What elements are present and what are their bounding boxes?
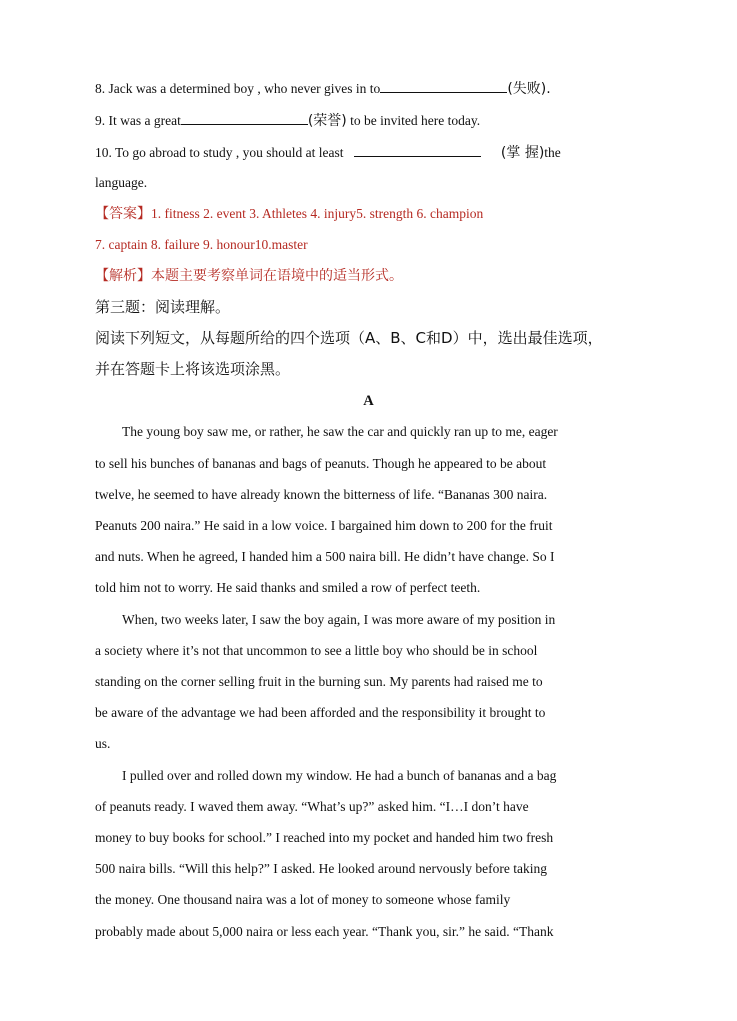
analysis-label: 【解析】 xyxy=(95,268,151,284)
question-8-text: 8. Jack was a determined boy , who never gives in to xyxy=(95,81,381,96)
passage-line: 500 naira bills. “Will this help?” I asked. He looked around nervously before taking xyxy=(95,861,547,876)
passage-line: When, two weeks later, I saw the boy again, I was more aware of my position in xyxy=(122,612,556,627)
passage-line: probably made about 5,000 naira or less each year. “Thank you, sir.” he said. “Thank xyxy=(95,924,554,939)
question-9-text: 9. It was a great xyxy=(95,113,181,128)
answer-text-1: 1. fitness 2. event 3. Athletes 4. injury5. strength 6. champion xyxy=(151,206,484,221)
question-9-blank[interactable] xyxy=(181,111,308,125)
passage-line: to sell his bunches of bananas and bags of peanuts. Though he appeared to be about xyxy=(95,456,547,471)
question-10 xyxy=(95,143,561,162)
analysis-text: 本题主要考察单词在语境中的适当形式。 xyxy=(151,268,403,284)
question-10-text: 10. To go abroad to study , you should at least xyxy=(95,145,344,160)
passage-line: The young boy saw me, or rather, he saw the car and quickly ran up to me, eager xyxy=(122,424,558,439)
question-9-hint: (荣誉) xyxy=(307,113,347,129)
question-10-blank[interactable] xyxy=(354,143,481,157)
passage-line: I pulled over and rolled down my window. He had a bunch of bananas and a bag xyxy=(122,768,557,783)
question-10-tail: the xyxy=(544,145,561,160)
answer-line-2: 7. captain 8. failure 9. honour10.master xyxy=(95,237,308,252)
question-9-tail: to be invited here today. xyxy=(346,113,481,128)
passage-line: us. xyxy=(95,736,111,751)
question-10-hint: (掌 握) xyxy=(500,145,545,161)
section-3-instruction-1: 阅读下列短文，从每题所给的四个选项（A、B、C和D）中，选出最佳选项， xyxy=(95,329,603,347)
question-9 xyxy=(95,111,480,130)
passage-line: a society where it’s not that uncommon to see a little boy who should be in school xyxy=(95,643,538,658)
section-3-instruction-2: 并在答题卡上将该选项涂黑。 xyxy=(95,360,291,378)
question-10-continued: language. xyxy=(95,175,148,190)
section-3-title: 第三题：阅读理解。 xyxy=(95,298,231,316)
question-8 xyxy=(95,79,551,98)
passage-line: the money. One thousand naira was a lot of money to someone whose family xyxy=(95,892,511,907)
passage-line: twelve, he seemed to have already known the bitterness of life. “Bananas 300 naira. xyxy=(95,487,548,502)
question-8-blank[interactable] xyxy=(380,79,507,93)
question-8-hint: (失败). xyxy=(507,81,551,97)
passage-line: Peanuts 200 naira.” He said in a low voice. I bargained him down to 200 for the fruit xyxy=(95,518,553,533)
answer-line-1 xyxy=(95,205,483,223)
answer-label: 【答案】 xyxy=(95,206,151,222)
analysis-line xyxy=(95,267,403,285)
passage-line: told him not to worry. He said thanks and smiled a row of perfect teeth. xyxy=(95,580,481,595)
passage-line: of peanuts ready. I waved them away. “What’s up?” asked him. “I…I don’t have xyxy=(95,799,529,814)
passage-heading: A xyxy=(363,393,374,409)
passage-line: and nuts. When he agreed, I handed him a 500 naira bill. He didn’t have change. So I xyxy=(95,549,555,564)
passage-line: money to buy books for school.” I reached into my pocket and handed him two fresh xyxy=(95,830,554,845)
passage-line: be aware of the advantage we had been afforded and the responsibility it brought to xyxy=(95,705,546,720)
passage-line: standing on the corner selling fruit in the burning sun. My parents had raised me to xyxy=(95,674,543,689)
